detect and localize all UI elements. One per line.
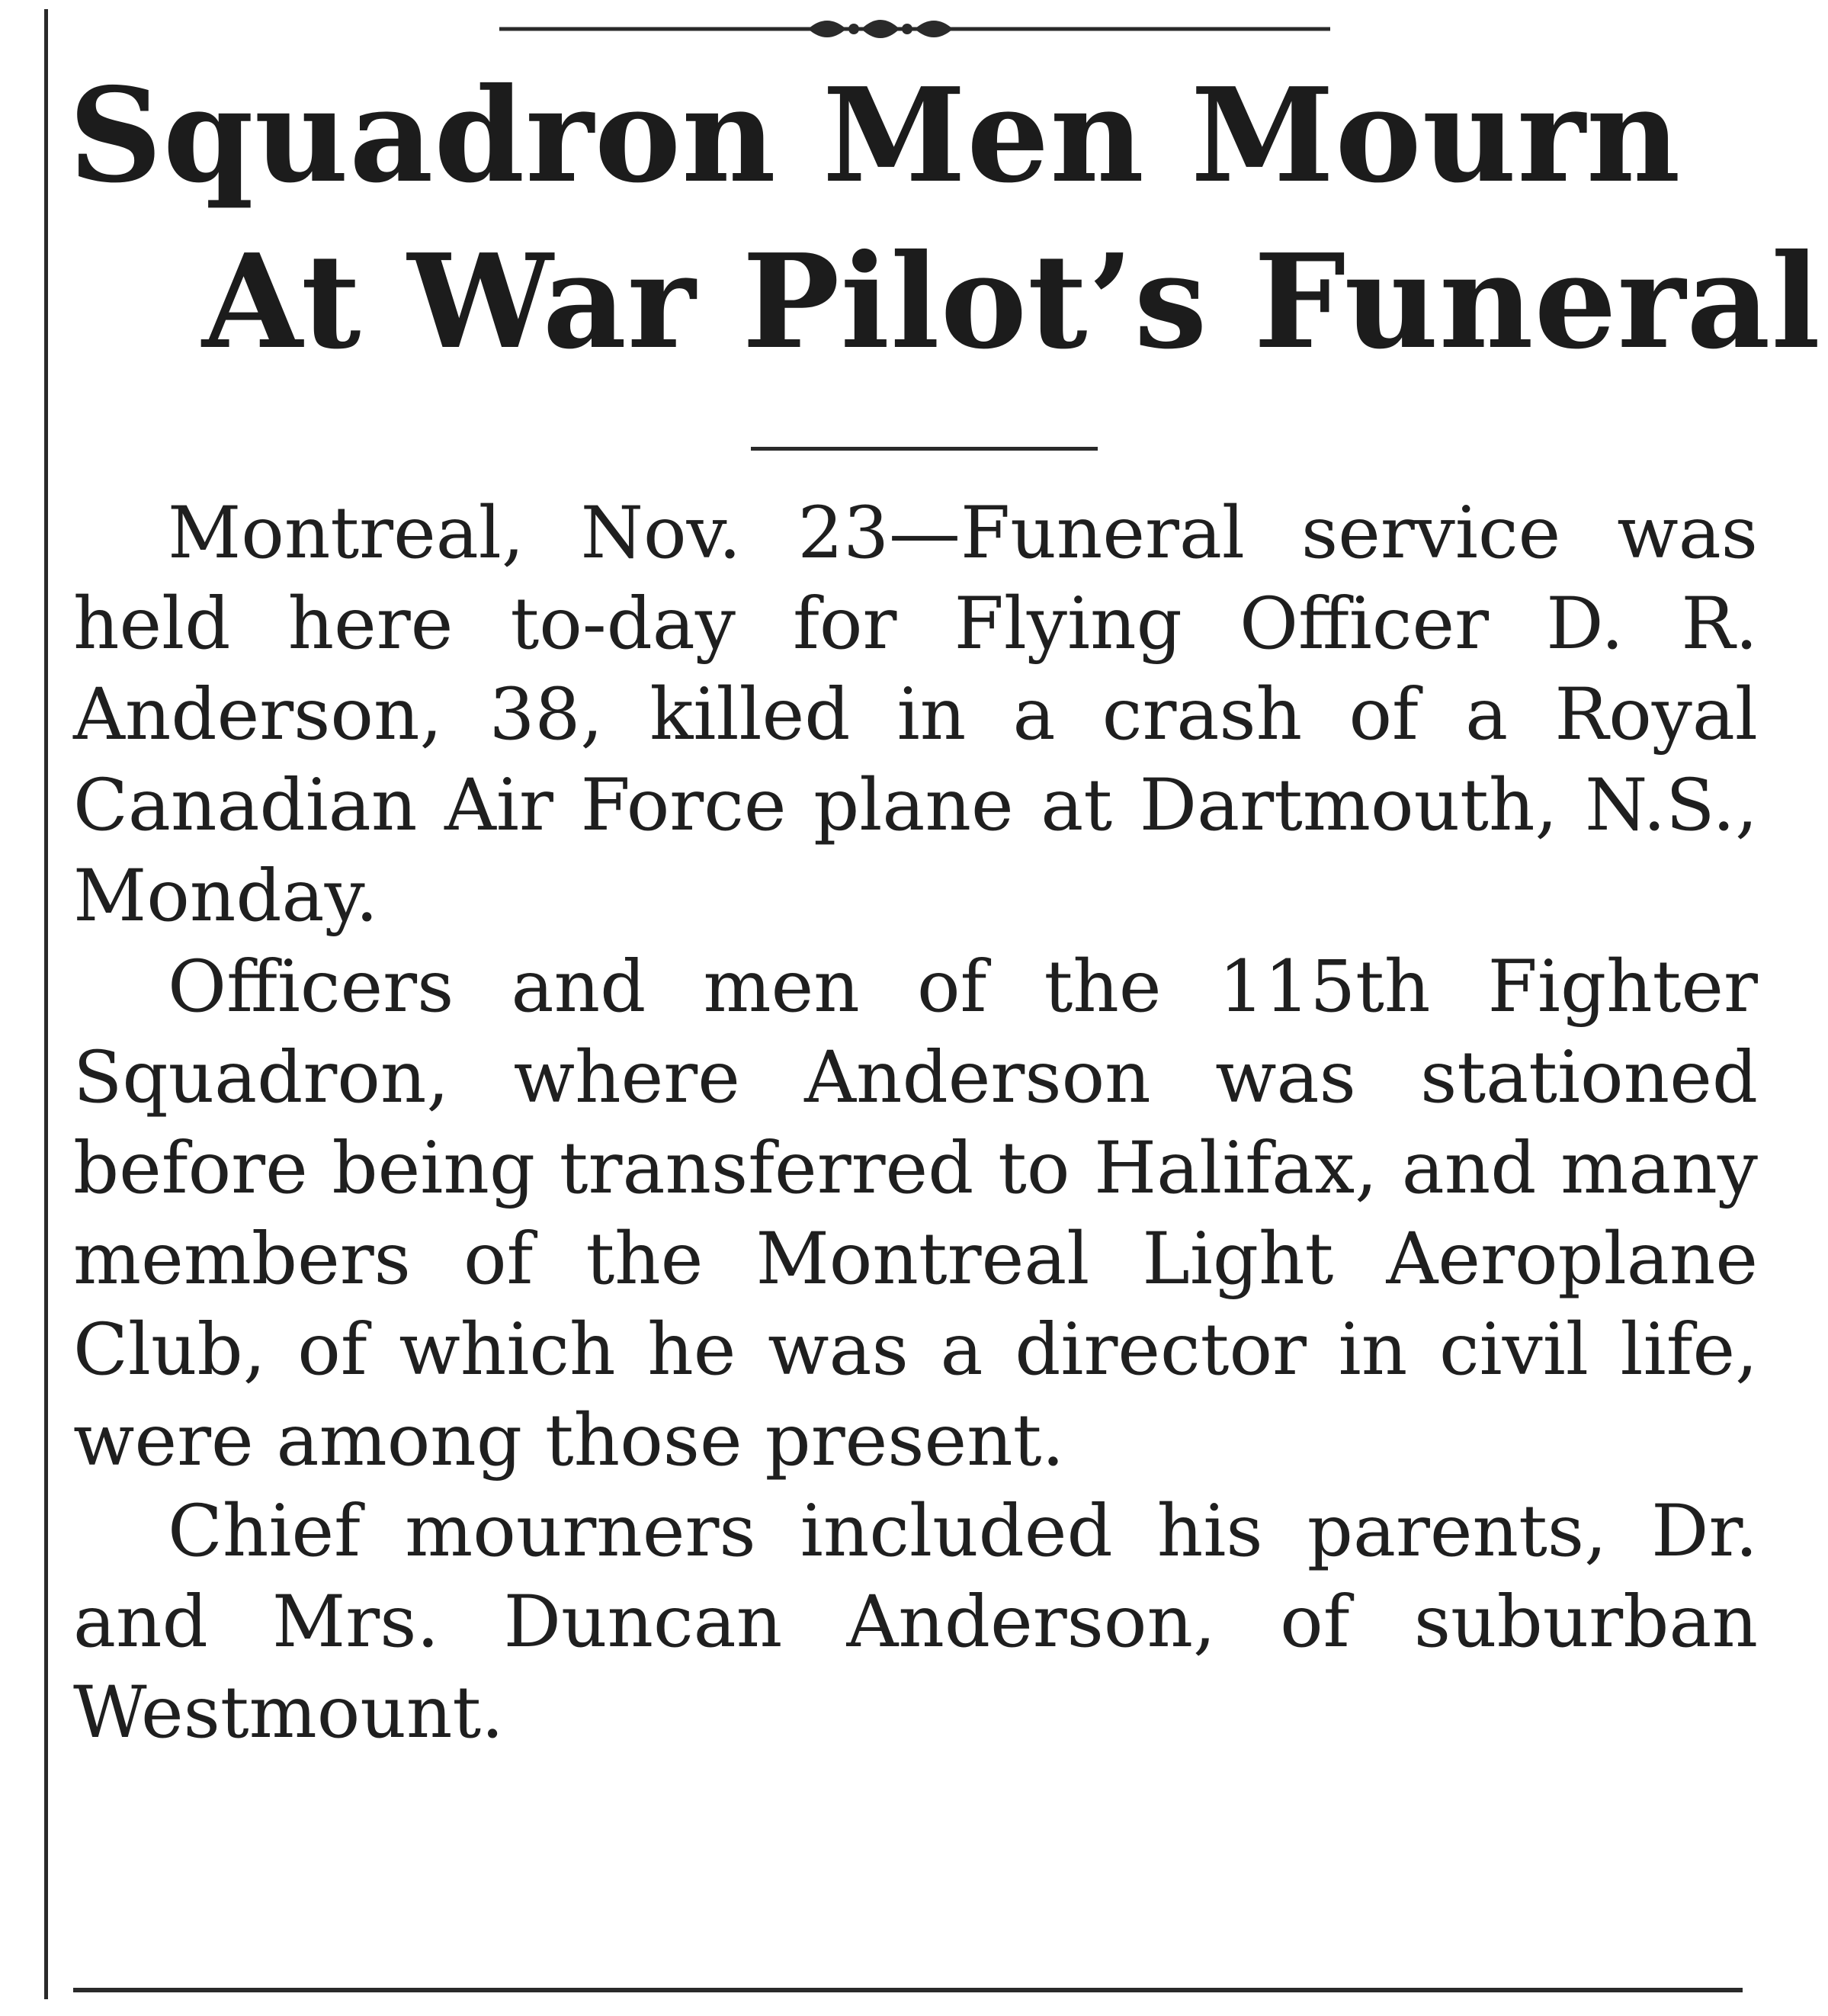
bottom-rule	[73, 1988, 1743, 1992]
headline-divider	[751, 447, 1098, 451]
article-paragraph: Chief mourners included his parents, Dr. and Mrs. Duncan Anderson, of suburban Westmount.	[73, 1490, 1758, 1754]
headline-line-2: At War Pilot’s Funeral	[202, 225, 1822, 378]
ornamental-rule-icon	[499, 11, 1330, 47]
headline	[69, 53, 1822, 385]
column-rule	[44, 9, 48, 1999]
headline-line-1: Squadron Men Mourn	[69, 59, 1682, 212]
article-body	[73, 488, 1758, 1758]
article-paragraph: Montreal, Nov. 23—Funeral service was held here to-day for Flying Officer D. R. Anderson, 38, killed in a crash of a Royal Canadian Air Force plane at Dartmouth, N.S., Monday.	[73, 492, 1758, 938]
article-paragraph: Officers and men of the 115th Fighter Squadron, where Anderson was stationed before being transferred to Halifax, and many members of the Montreal Light Aeroplane Club, of which he was a director in civil life, were among those present.	[73, 945, 1758, 1482]
